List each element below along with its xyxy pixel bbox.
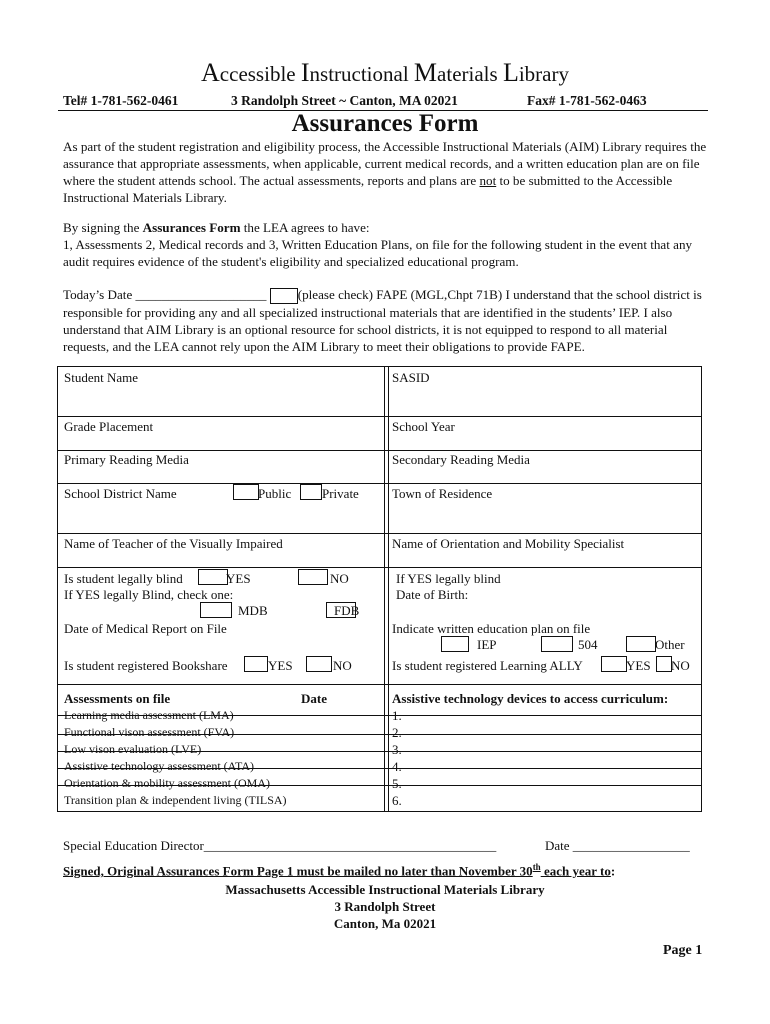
ally-yes-label: YES (626, 658, 651, 673)
mdb-label: MDB (238, 603, 268, 618)
assessment-item: Assistive technology assessment (ATA) (64, 759, 255, 773)
notice-after: each year to (540, 863, 611, 879)
other-label: Other (655, 637, 685, 652)
public-label: Public (258, 486, 292, 501)
fape-checkbox[interactable] (270, 288, 298, 304)
title-rest-m: aterials (437, 62, 503, 86)
assessment-item: Functional vison assessment (FVA) (64, 725, 235, 739)
title-rest-l: ibrary (518, 62, 569, 86)
other-checkbox[interactable] (626, 636, 656, 652)
bookshare-label: Is student registered Bookshare (64, 658, 228, 673)
intro-underlined: not (479, 173, 497, 188)
director-date-line: Date __________________ (545, 838, 690, 853)
town-label: Town of Residence (392, 486, 493, 501)
plan-504-checkbox[interactable] (541, 636, 573, 652)
secondary-media-label: Secondary Reading Media (392, 452, 530, 467)
form-title: Assurances Form (291, 110, 479, 137)
public-checkbox[interactable] (233, 484, 259, 500)
signing-bold: Assurances Form (142, 220, 241, 235)
ally-yes-checkbox[interactable] (601, 656, 627, 672)
assessment-item: Orientation & mobility assessment (OMA) (64, 776, 270, 790)
check-one-label: If YES legally Blind, check one: (64, 587, 234, 602)
title-rest-a: ccessible (219, 62, 301, 86)
medical-report-label: Date of Medical Report on File (64, 621, 227, 636)
device-item: 4. (392, 759, 402, 774)
library-title (0, 58, 770, 88)
fape-text: (please check) FAPE (MGL,Chpt 71B) I understand that the school district is responsible for providing any and all specialized instructional materials that are identified in the students’ IEP. I also understand that AIM Library is an optional resource for school districts, it is not equipped to respond to all material requests, and the LEA cannot rely upon the AIM Library to meet their obligations to provide FAPE. (63, 287, 702, 354)
blind-yes-checkbox[interactable] (198, 569, 228, 585)
assessment-date-header: Date (301, 691, 327, 706)
bookshare-yes-checkbox[interactable] (244, 656, 268, 672)
iep-label: IEP (477, 637, 497, 652)
title-cap-m: M (413, 58, 438, 87)
fdb-label: FDB (334, 603, 360, 618)
assessment-item: Transition plan & independent living (TILSA) (64, 793, 287, 807)
signing-suffix: the LEA agrees to have: (240, 220, 370, 235)
sasid-label: SASID (392, 370, 430, 385)
device-item: 1. (392, 708, 402, 723)
fax: Fax# 1-781-562-0463 (527, 93, 647, 108)
title-cap-l: L (502, 58, 519, 87)
grade-placement-label: Grade Placement (64, 419, 154, 434)
todays-date-label: Today’s Date ____________________ (63, 287, 267, 302)
blind-no-checkbox[interactable] (298, 569, 328, 585)
ally-no-checkbox[interactable] (656, 656, 672, 672)
title-cap-i: I (300, 58, 310, 87)
device-item: 3. (392, 742, 402, 757)
mdb-checkbox[interactable] (200, 602, 232, 618)
intro-paragraph (63, 138, 713, 206)
primary-media-label: Primary Reading Media (64, 452, 189, 467)
om-specialist-label: Name of Orientation and Mobility Specialist (392, 536, 625, 551)
director-signature-line: Special Education Director_____________________________________________ (63, 838, 497, 853)
device-item: 5. (392, 776, 402, 791)
bookshare-no-label: NO (333, 658, 352, 673)
assessment-item: Learning media assessment (LMA) (64, 708, 234, 722)
signing-paragraph (63, 219, 713, 270)
mailing-org: Massachusetts Accessible Instructional Materials Library (225, 882, 545, 897)
devices-header: Assistive technology devices to access curriculum: (392, 691, 669, 706)
school-year-label: School Year (392, 419, 455, 434)
mailing-city: Canton, Ma 02021 (333, 916, 437, 931)
title-rest-i: nstructional (309, 62, 414, 86)
student-info-grid (57, 366, 702, 812)
notice-before: Signed, Original Assurances Form Page 1 must be mailed no later than November 30 (63, 863, 533, 879)
intro-text-after: to be submitted to the Accessible Instructional Materials Library. (63, 173, 673, 205)
if-yes-blind-label: If YES legally blind (396, 571, 501, 586)
title-cap-a: A (201, 58, 220, 87)
notice-colon: : (610, 863, 616, 879)
education-plan-label: Indicate written education plan on file (392, 621, 591, 636)
assessment-item: Low vison evaluation (LVE) (64, 742, 202, 756)
private-checkbox[interactable] (300, 484, 322, 500)
assessments-header: Assessments on file (64, 691, 171, 706)
signing-line2: 1, Assessments 2, Medical records and 3, Written Education Plans, on file for the following student in the event that any audit requires evidence of the student's eligibility and specialized educational program. (63, 237, 693, 269)
school-district-label: School District Name (64, 486, 177, 501)
intro-text-before: As part of the student registration and eligibility process, the Accessible Instructional Materials (AIM) Library requires the assurance that appropriate assessments, when applicable, current medical records, and a written education plan are on file where the student attends school. The actual assessments, reports and plans are (63, 139, 707, 188)
tvi-label: Name of Teacher of the Visually Impaired (64, 536, 283, 551)
private-label: Private (322, 486, 359, 501)
notice-sup: th (532, 862, 541, 872)
telephone: Tel# 1-781-562-0461 (63, 93, 179, 108)
fape-paragraph (63, 286, 713, 355)
device-item: 2. (392, 725, 402, 740)
ally-label: Is student registered Learning ALLY (392, 658, 583, 673)
blind-yes-label: YES (226, 571, 251, 586)
legally-blind-label: Is student legally blind (64, 571, 183, 586)
ally-no-label: NO (671, 658, 690, 673)
blind-no-label: NO (330, 571, 349, 586)
mailing-street: 3 Randolph Street (334, 899, 436, 914)
mailing-notice (63, 862, 615, 879)
bookshare-yes-label: YES (268, 658, 293, 673)
bookshare-no-checkbox[interactable] (306, 656, 332, 672)
iep-checkbox[interactable] (441, 636, 469, 652)
page-number: Page 1 (663, 943, 703, 958)
student-name-label: Student Name (64, 370, 139, 385)
dob-label: Date of Birth: (396, 587, 469, 602)
signing-prefix: By signing the (63, 220, 143, 235)
plan-504-label: 504 (578, 637, 598, 652)
device-item: 6. (392, 793, 402, 808)
address: 3 Randolph Street ~ Canton, MA 02021 (231, 93, 458, 108)
